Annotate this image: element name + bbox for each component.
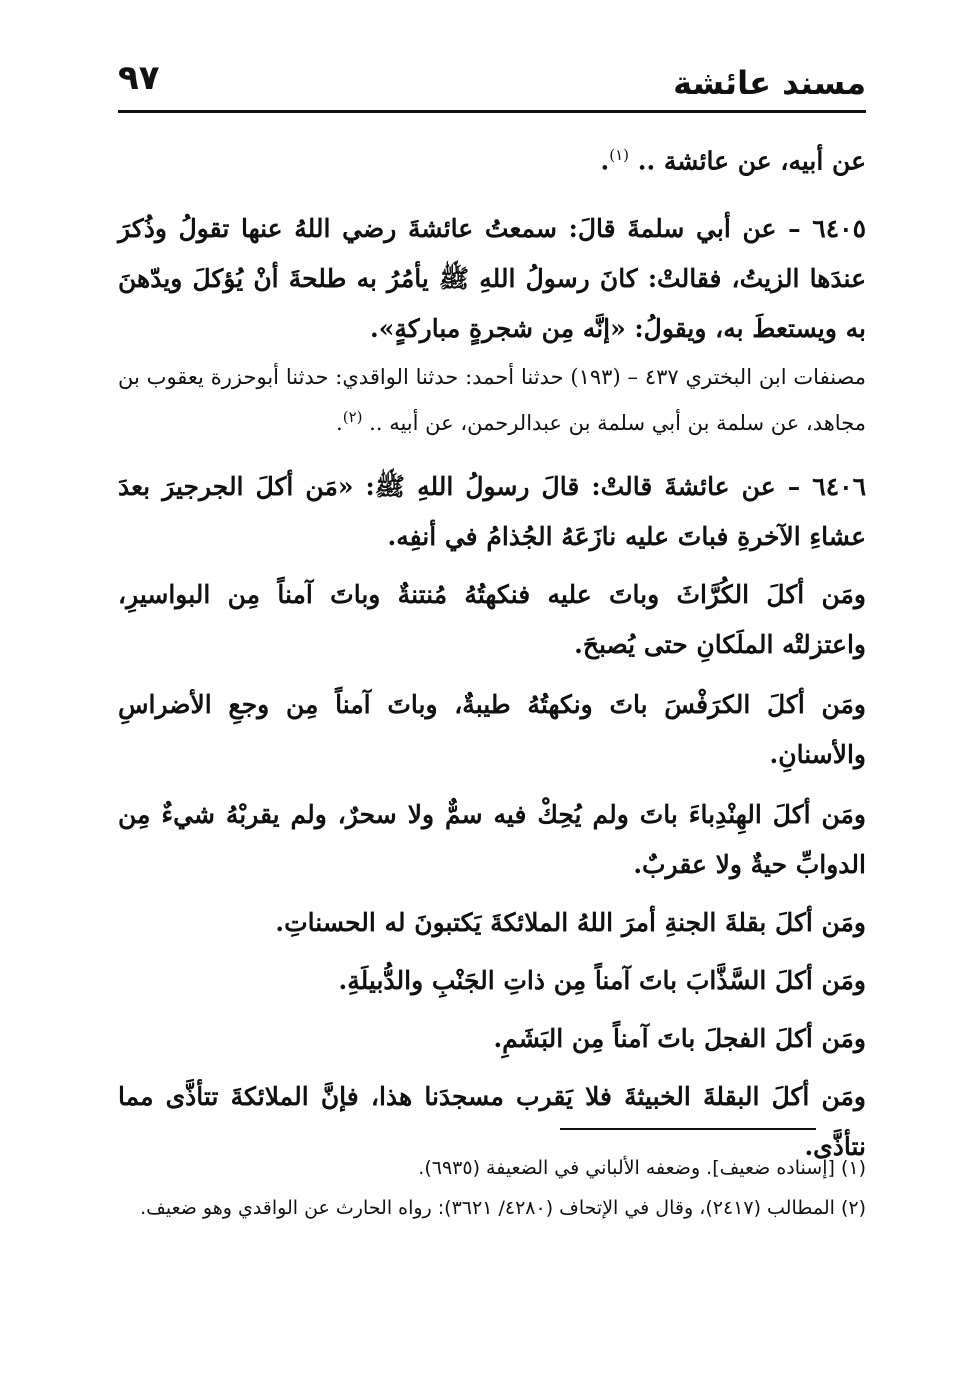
hadith-6405: ٦٤٠٥ – عن أبي سلمةَ قالَ: سمعتُ عائشةَ رضي اللهُ عنها تقولُ وذُكرَ عندَها الزيتُ، فقالتْ: كانَ رسولُ اللهِ ﷺ يأمُرُ به طلحةَ أنْ يُؤكلَ ويدّهنَ به ويستعطَ به، ويقولُ: «إنَّه مِن شجرةٍ مباركةٍ». [118,214,866,343]
running-title: مسند عائشة [673,64,866,102]
header-rule [118,110,866,113]
footnote-ref-2: (٢) [342,408,363,426]
paragraph-rue: ومَن أكلَ السَّذَّابَ باتَ آمناً مِن ذاتِ الجَنْبِ والدُّبيلَةِ. [338,966,866,995]
page-number: ٩٧ [118,58,160,98]
paragraph-foul-herb: ومَن أكلَ البقلةَ الخبيثةَ فلا يَقرب مسجدَنا هذا، فإنَّ الملائكةَ تتأذَّى مما نتأذَّى. [118,1082,866,1161]
source-citation: مصنفات ابن البختري ٤٣٧ – (١٩٣) حدثنا أحمد: حدثنا الواقدي: حدثنا أبوحزرة يعقوب بن مجاهد، عن سلمة بن أبي سلمة بن عبدالرحمن، عن أبيه .. $^{(٢)}$. [118,365,867,435]
footnote-rule [560,1128,816,1130]
paragraph-leek: ومَن أكلَ الكُرَّاثَ وباتَ عليه فنكهتُهُ مُنتنةٌ وباتَ آمناً مِن البواسيرِ، واعتزلتْه الملَكانِ حتى يُصبحَ. [118,580,866,659]
source-text: مصنفات ابن البختري ٤٣٧ – (١٩٣) حدثنا أحمد: حدثنا الواقدي: حدثنا أبوحزرة يعقوب بن مجاهد، عن سلمة بن أبي سلمة بن عبدالرحمن، عن أبيه .. [118,365,867,435]
footnote-1: (١) [إسناده ضعيف]. وضعفه الألباني في الضعيفة (٦٩٣٥). [418,1157,866,1179]
footnote-ref-1: (١) [609,146,630,164]
paragraph-purslane: ومَن أكلَ بقلةَ الجنةِ أمرَ اللهُ الملائكةَ يَكتبونَ له الحسناتِ. [275,908,866,937]
paragraph-radish: ومَن أكلَ الفجلَ باتَ آمناً مِن البَشَمِ. [493,1024,866,1053]
page-header [118,58,866,108]
hadith-6406: ٦٤٠٦ – عن عائشةَ قالتْ: قالَ رسولُ اللهِ ﷺ: «مَن أكلَ الجرجيرَ بعدَ عشاءِ الآخرةِ فباتَ عليه نازَعَهُ الجُذامُ في أنفِه. [118,472,866,551]
footnote-2: (٢) المطالب (٢٤١٧)، وقال في الإتحاف (٤٢٨٠/ ٣٦٢١): رواه الحارث عن الواقدي وهو ضعيف. [140,1197,866,1219]
paragraph-continuation: عن أبيه، عن عائشة .. $^{(١)}$. [600,146,866,176]
paragraph-endive: ومَن أكلَ الهِنْدِباءَ باتَ ولم يُحِكْ فيه سمٌّ ولا سحرٌ، ولم يقربْهُ شيءٌ مِن الدوابِّ حيةٌ ولا عقربٌ. [118,800,866,879]
paragraph-text: عن أبيه، عن عائشة .. [637,146,866,176]
paragraph-celery: ومَن أكلَ الكرَفْسَ باتَ ونكهتُهُ طيبةٌ، وباتَ آمناً مِن وجعِ الأضراسِ والأسنانِ. [118,690,866,769]
